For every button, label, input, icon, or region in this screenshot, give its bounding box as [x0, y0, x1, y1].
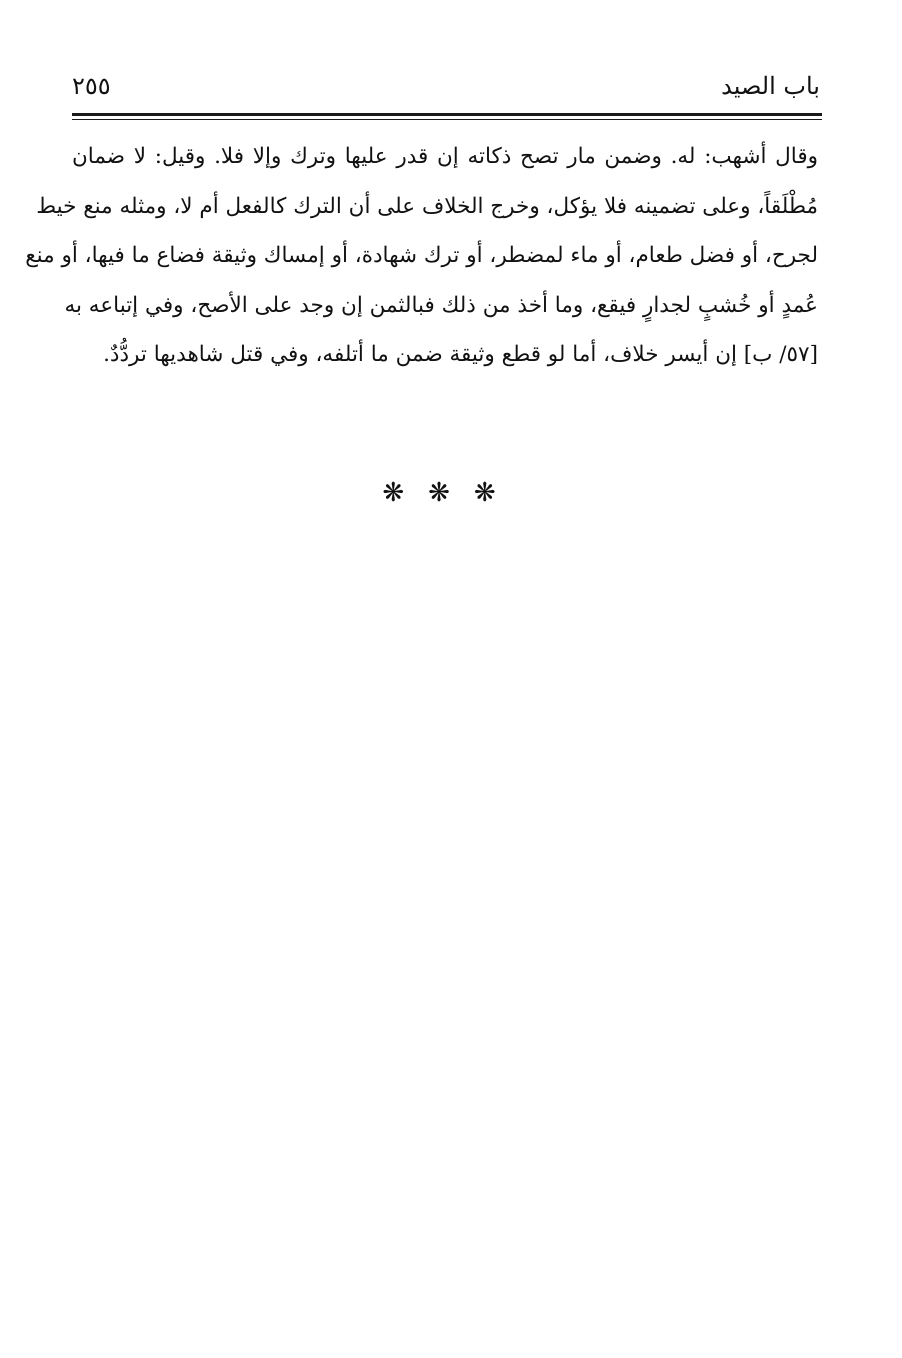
header-rule-thin — [72, 119, 822, 120]
section-separator: ❋❋❋ — [382, 478, 520, 508]
text-line: مُطْلَقاً، وعلى تضمينه فلا يؤكل، وخرج الخلاف على أن الترك كالفعل أم لا، ومثله منع خيط — [36, 193, 818, 219]
running-header — [72, 66, 820, 106]
text-line: عُمدٍ أو خُشبٍ لجدارٍ فيقع، وما أخذ من ذلك فبالثمن إن وجد على الأصح، وفي إتباعه به — [64, 292, 818, 318]
body-paragraph — [25, 132, 818, 380]
section-title: باب الصيد — [721, 72, 820, 100]
text-line: [٥٧/ ب] إن أيسر خلاف، أما لو قطع وثيقة ضمن ما أتلفه، وفي قتل شاهديها تردُّدٌ. — [103, 342, 818, 368]
header-rule-thick — [72, 113, 822, 116]
text-line: وقال أشهب: له. وضمن مار تصح ذكاته إن قدر عليها وترك وإلا فلا. وقيل: لا ضمان — [72, 144, 818, 169]
page-number: ٢٥٥ — [72, 72, 111, 100]
text-line: لجرح، أو فضل طعام، أو ماء لمضطر، أو ترك شهادة، أو إمساك وثيقة فضاع ما فيها، أو منع — [25, 243, 818, 269]
